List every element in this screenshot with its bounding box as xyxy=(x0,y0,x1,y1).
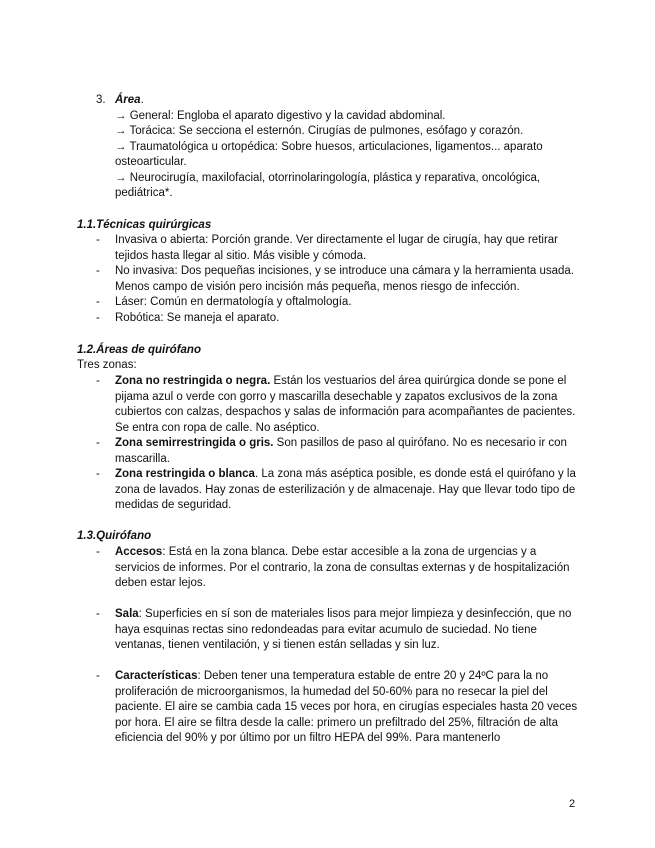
page-number: 2 xyxy=(569,798,576,810)
item-text: Están los vestuarios del área quirúrgica donde se pone el pijama azul o verde con gorro y mascarilla desechable y zapatos exclusivos de la zona cubiertos con calzas, despachos y salas de información para acompañantes de pacientes. Se entra con ropa de calle. No aséptico. xyxy=(115,375,576,434)
area-line: → Traumatológica u ortopédica: Sobre huesos, articulaciones, ligamentos... aparato osteoarticular. xyxy=(115,140,543,168)
list-item xyxy=(96,545,580,592)
section-heading-tecnicas: 1.1.Técnicas quirúrgicas xyxy=(77,219,212,231)
list-item xyxy=(96,436,580,467)
area-line: → General: Engloba el aparato digestivo y la cavidad abdominal. xyxy=(115,109,446,122)
list-item: - Robótica: Se maneja el aparato. xyxy=(96,311,580,327)
area-section: 3. Área. → General: Engloba el aparato digestivo y la cavidad abdominal. → Torácica: Se secciona el esternón. Cirugías de pulmones, esófago y corazón. → Traumatológica u ortopédica: Sobre huesos, articulaciones, ligamentos... aparato osteoarticular. → Neurocirugía, maxilofacial, otorrinolaringología, plástica y reparativa, oncológica, pediátrica*. xyxy=(96,93,566,202)
item-bold-label: Características xyxy=(115,670,198,682)
list-item: - No invasiva: Dos pequeñas incisiones, y se introduce una cámara y la herramienta usada. Menos campo de visión pero incisión más pequeña, menos riesgo de infección. xyxy=(96,264,580,295)
tecnicas-list xyxy=(96,233,580,326)
list-item: - Láser: Común en dermatología y oftalmología. xyxy=(96,295,580,311)
areas-intro: Tres zonas: xyxy=(77,359,137,371)
area-line: → Torácica: Se secciona el esternón. Cirugías de pulmones, esófago y corazón. xyxy=(115,125,524,137)
section-heading-quirofano: 1.3.Quirófano xyxy=(77,530,152,542)
list-item xyxy=(96,467,580,514)
item-text: : Está en la zona blanca. Debe estar accesible a la zona de urgencias y a servicios de informes. Por el contrario, la zona de consultas externas y de hospitalización deben estar lejos. xyxy=(115,546,570,589)
item-bold-label: Zona restringida o blanca xyxy=(115,468,255,480)
item-text: . La zona más aséptica posible, es donde está el quirófano y la zona de lavados. Hay zonas de esterilización y de almacenaje. Hay que llevar todo tipo de medidas de seguridad. xyxy=(115,468,576,511)
item-bold-label: Zona semirrestringida o gris. xyxy=(115,437,274,449)
area-line: → Neurocirugía, maxilofacial, otorrinolaringología, plástica y reparativa, oncológica, pediátrica*. xyxy=(115,171,541,199)
section-heading-areas: 1.2.Áreas de quirófano xyxy=(77,344,201,356)
areas-list xyxy=(96,374,580,514)
item-text: : Superficies en sí son de materiales lisos para mejor limpieza y desinfección, que no haya esquinas rectas sino redondeadas para evitar acumulo de suciedad. No tiene ventanas, tienen ventilación, y si tienen están selladas y sin luz. xyxy=(115,608,572,651)
item-text: : Deben tener una temperatura estable de entre 20 y 24ºC para la no proliferación de microorganismos, la humedad del 50-60% para no resecar la piel del paciente. El aire se cambia cada 15 veces por hora, en cirugías especiales hasta 20 veces por hora. El aire se filtra desde la calle: primero un prefiltrado del 25%, filtración de alta eficiencia del 90% y por último por un filtro HEPA del 99%. Para mantenerlo xyxy=(115,670,578,744)
list-item xyxy=(96,374,580,436)
list-item xyxy=(96,607,580,654)
area-number: 3. xyxy=(96,94,106,106)
item-text: Son pasillos de paso al quirófano. No es necesario ir con mascarilla. xyxy=(115,437,567,465)
item-bold-label: Accesos xyxy=(115,546,163,558)
list-item: - Invasiva o abierta: Porción grande. Ver directamente el lugar de cirugía, hay que retirar tejidos hasta llegar al sitio. Más visible y cómoda. xyxy=(96,233,580,264)
quirofano-list xyxy=(96,545,580,747)
item-bold-label: Sala xyxy=(115,608,139,620)
item-bold-label: Zona no restringida o negra. xyxy=(115,375,271,387)
list-item xyxy=(96,669,580,747)
area-title: Área xyxy=(115,94,141,106)
area-lines xyxy=(115,93,566,202)
